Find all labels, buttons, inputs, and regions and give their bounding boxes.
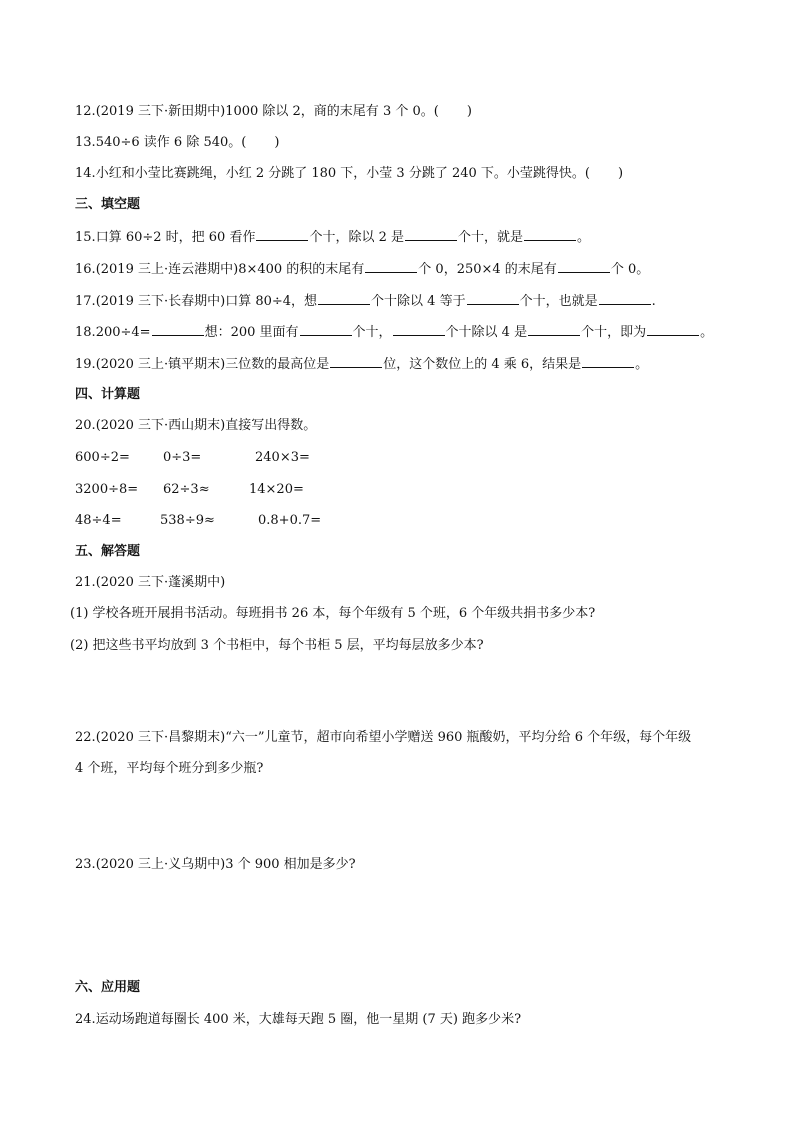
calc-item: 538÷9≈ [160, 513, 215, 528]
calc-item: 62÷3≈ [163, 482, 210, 497]
blank-field[interactable] [647, 323, 699, 336]
question-15 [75, 228, 590, 247]
question-source: (2019 三下·长春期中) [95, 294, 226, 309]
calc-item: 3200÷8= [75, 482, 139, 497]
question-text: 个十，即为 [581, 325, 647, 340]
section-heading-fill-blanks: 三、填空题 [75, 197, 141, 212]
question-text: 个 0，250×4 的末尾有 [418, 262, 557, 277]
paren-close: ) [618, 166, 624, 181]
question-text: 个十，除以 2 是 [309, 230, 405, 245]
question-source: (2020 三下·西山期末) [95, 418, 226, 433]
question-21-part-2: (2) 把这些书平均放到 3 个书柜中，每个书柜 5 层，平均每层放多少本? [70, 638, 484, 653]
question-text: 540÷6 读作 6 除 540。( [95, 135, 247, 150]
question-source: (2019 三下·新田期中) [95, 104, 226, 119]
question-text: 3 个 900 相加是多少? [225, 857, 356, 872]
question-source: (2020 三上·镇平期末) [95, 357, 226, 372]
question-16 [75, 260, 649, 279]
blank-field[interactable] [365, 260, 417, 273]
question-22 [75, 729, 691, 747]
question-text: 小红和小莹比赛跳绳，小红 2 分跳了 180 下，小莹 3 分跳了 240 下。小莹跳得快。( [95, 166, 590, 181]
question-text: 位，这个数位上的 4 乘 6，结果是 [383, 357, 582, 372]
question-text: 个十， [352, 325, 392, 340]
question-text: “六一”儿童节，超市向希望小学赠送 960 瓶酸奶，平均分给 6 个年级，每个年级 [225, 730, 692, 745]
question-text: 。 [700, 325, 714, 340]
question-number: 14. [75, 166, 96, 181]
paren-close: ) [274, 135, 280, 150]
question-number: 23. [75, 857, 96, 872]
blank-field[interactable] [318, 292, 370, 305]
question-text: 1000 除以 2，商的末尾有 3 个 0。( [225, 104, 439, 119]
section-heading-calculation: 四、计算题 [75, 387, 141, 402]
question-number: 19. [75, 357, 96, 372]
blank-field[interactable] [393, 323, 445, 336]
paren-close: ) [466, 104, 472, 119]
question-source: (2019 三上·连云港期中) [95, 262, 239, 277]
question-text: 个十除以 4 等于 [371, 294, 466, 309]
question-text: 三位数的最高位是 [225, 357, 330, 372]
question-18 [75, 323, 713, 342]
question-text: 口算 60÷2 时，把 60 看作 [95, 230, 256, 245]
blank-field[interactable] [256, 228, 308, 241]
question-text: 。 [635, 357, 649, 372]
section-heading-answer: 五、解答题 [75, 544, 141, 559]
calc-item: 240×3= [255, 450, 310, 465]
calc-item: 0.8+0.7= [258, 513, 322, 528]
blank-field[interactable] [330, 355, 382, 368]
question-22-continued: 4 个班，平均每个班分到多少瓶? [75, 761, 264, 776]
question-21-part-1: (1) 学校各班开展捐书活动。每班捐书 26 本，每个年级有 5 个班，6 个年级共捐书多少本? [70, 606, 596, 621]
question-number: 12. [75, 104, 96, 119]
question-number: 16. [75, 262, 96, 277]
question-text: 运动场跑道每圈长 400 米，大雄每天跑 5 圈，他一星期 (7 天) 跑多少米? [95, 1012, 522, 1027]
question-17 [75, 292, 656, 311]
blank-field[interactable] [524, 228, 576, 241]
question-20 [75, 417, 316, 435]
calc-item: 48÷4= [75, 513, 122, 528]
blank-field[interactable] [152, 323, 204, 336]
question-number: 18. [75, 325, 96, 340]
blank-field[interactable] [528, 323, 580, 336]
question-number: 24. [75, 1012, 96, 1027]
question-number: 15. [75, 230, 96, 245]
question-text: 8×400 的积的末尾有 [238, 262, 365, 277]
question-13 [75, 134, 279, 152]
blank-field[interactable] [300, 323, 352, 336]
question-21 [75, 574, 225, 592]
blank-field[interactable] [467, 292, 519, 305]
question-text: 200÷4= [95, 325, 151, 340]
blank-field[interactable] [405, 228, 457, 241]
question-number: 13. [75, 135, 96, 150]
question-23 [75, 856, 356, 874]
question-12 [75, 103, 472, 121]
question-text: 个十，就是 [458, 230, 524, 245]
question-text: 。 [577, 230, 591, 245]
question-source: (2020 三下·蓬溪期中) [95, 575, 226, 590]
question-text: 口算 80÷4，想 [225, 294, 318, 309]
question-text: . [651, 294, 656, 309]
question-number: 20. [75, 418, 96, 433]
question-number: 21. [75, 575, 96, 590]
question-source: (2020 三下·昌黎期末) [95, 730, 226, 745]
question-14 [75, 165, 623, 183]
question-source: (2020 三上·义乌期中) [95, 857, 226, 872]
question-text: 个 0。 [610, 262, 650, 277]
question-text: 个十，也就是 [519, 294, 598, 309]
blank-field[interactable] [582, 355, 634, 368]
question-text: 个十除以 4 是 [445, 325, 528, 340]
blank-field[interactable] [558, 260, 610, 273]
question-number: 17. [75, 294, 96, 309]
question-19 [75, 355, 648, 374]
section-heading-application: 六、应用题 [75, 980, 141, 995]
question-text: 直接写出得数。 [225, 418, 317, 433]
question-number: 22. [75, 730, 96, 745]
calc-item: 14×20= [249, 482, 304, 497]
calc-item: 600÷2= [75, 450, 130, 465]
calc-item: 0÷3= [163, 450, 202, 465]
question-24 [75, 1011, 521, 1029]
blank-field[interactable] [599, 292, 651, 305]
question-text: 想：200 里面有 [204, 325, 299, 340]
